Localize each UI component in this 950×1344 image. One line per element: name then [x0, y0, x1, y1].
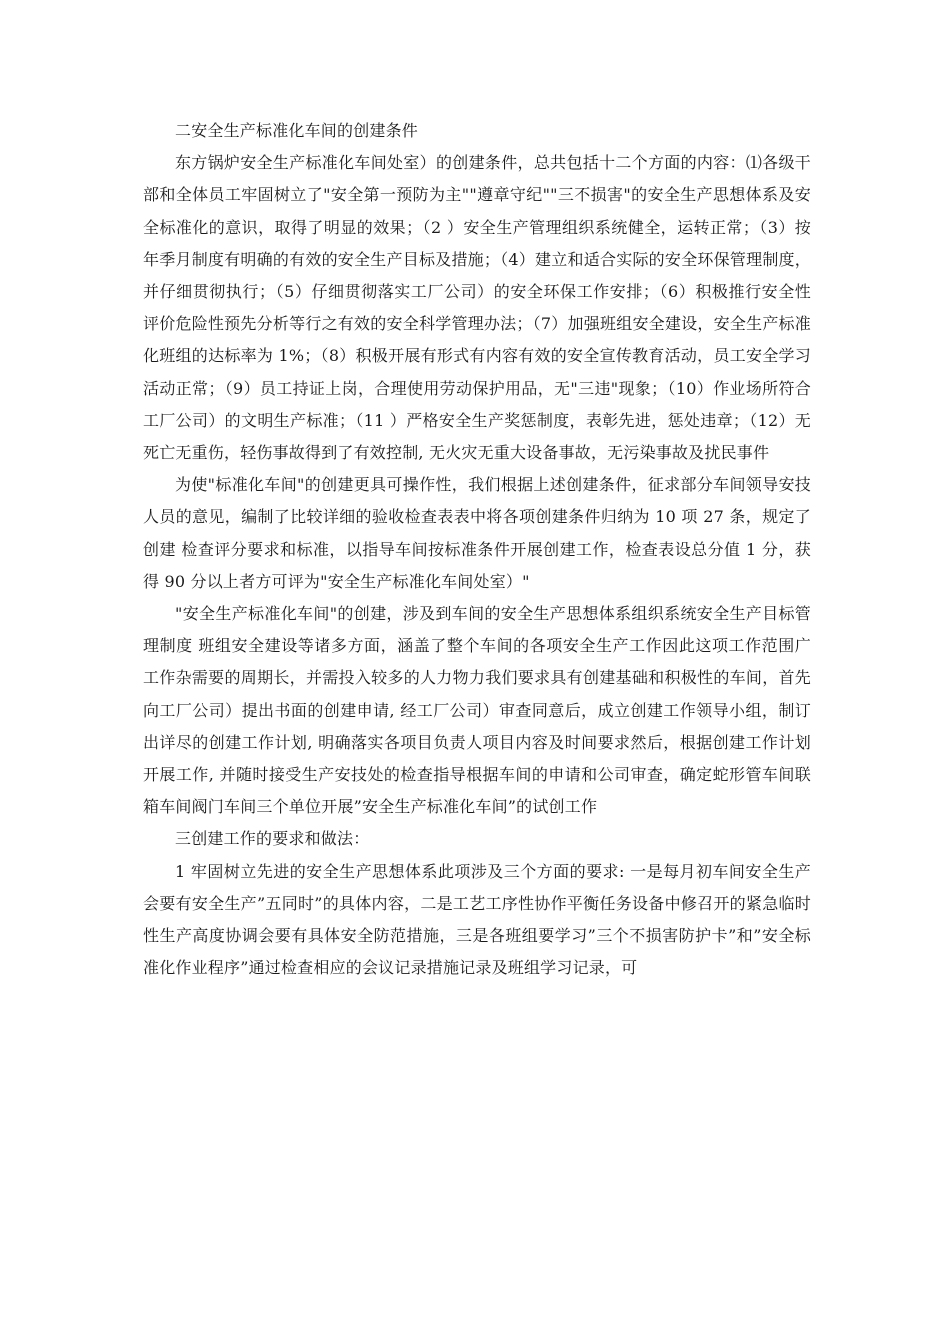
section-2-heading: 二安全生产标准化车间的创建条件 [175, 121, 419, 140]
document-page [143, 115, 811, 984]
paragraph-requirements: 1 牢固树立先进的安全生产思想体系此项涉及三个方面的要求: 一是每月初车间安全生产会要有安全生产”五同时”的具体内容，二是工艺工序性协作平衡任务设备中修召开的紧急临时性生产高度协调会要有具体安全防范措施，三是各班组要学习”三个不损害防护卡”和”安全标准化作业程序”通过检查相应的会议记录措施记录及班组学习记录，可 [143, 861, 811, 978]
paragraph-checklist: 为使"标准化车间"的创建更具可操作性，我们根据上述创建条件，征求部分车间领导安技人员的意见，编制了比较详细的验收检查表表中将各项创建条件归纳为 10 项 27 条，规定了创建 检查评分要求和标准，以指导车间按标准条件开展创建工作，检查表设总分值 1 分，获得 90 分以上者方可评为"安全生产标准化车间处室）" [143, 475, 811, 591]
paragraph-creation-process: "安全生产标准化车间"的创建，涉及到车间的安全生产思想体系组织系统安全生产目标管理制度 班组安全建设等诸多方面，涵盖了整个车间的各项安全生产工作因此这项工作范围广工作杂需要的周期长，并需投入较多的人力物力我们要求具有创建基础和积极性的车间，首先向工厂公司）提出书面的创建申请, 经工厂公司）审查同意后，成立创建工作领导小组，制订出详尽的创建工作计划, 明确落实各项目负责人项目内容及时间要求然后，根据创建工作计划开展工作, 并随时接受生产安技处的检查指导根据车间的申请和公司审查，确定蛇形管车间联箱车间阀门车间三个单位开展”安全生产标准化车间”的试创工作 [143, 604, 811, 817]
section-3-heading: 三创建工作的要求和做法： [175, 829, 370, 849]
paragraph-creation-conditions: 东方锅炉安全生产标准化车间处室）的创建条件，总共包括十二个方面的内容：⑴各级干部和全体员工牢固树立了"安全第一预防为主""遵章守纪""三不损害"的安全生产思想体系及安全标准化的意识，取得了明显的效果；（2 ）安全生产管理组织系统健全，运转正常；（3）按年季月制度有明确的有效的安全生产目标及措施；（4）建立和适合实际的安全环保管理制度，并仔细贯彻执行；（5）仔细贯彻落实工厂公司）的安全环保工作安排；（6）积极推行安全性评价危险性预先分析等行之有效的安全科学管理办法；（7）加强班组安全建设，安全生产标准化班组的达标率为 1%；（8）积极开展有形式有内容有效的安全宣传教育活动，员工安全学习活动正常；（9）员工持证上岗，合理使用劳动保护用品，无"三违"现象；（10）作业场所符合工厂公司）的文明生产标准；（11 ）严格安全生产奖惩制度，表彰先进，惩处违章；（12）无死亡无重伤，轻伤事故得到了有效控制, 无火灾无重大设备事故，无污染事故及扰民事件 [143, 153, 811, 463]
